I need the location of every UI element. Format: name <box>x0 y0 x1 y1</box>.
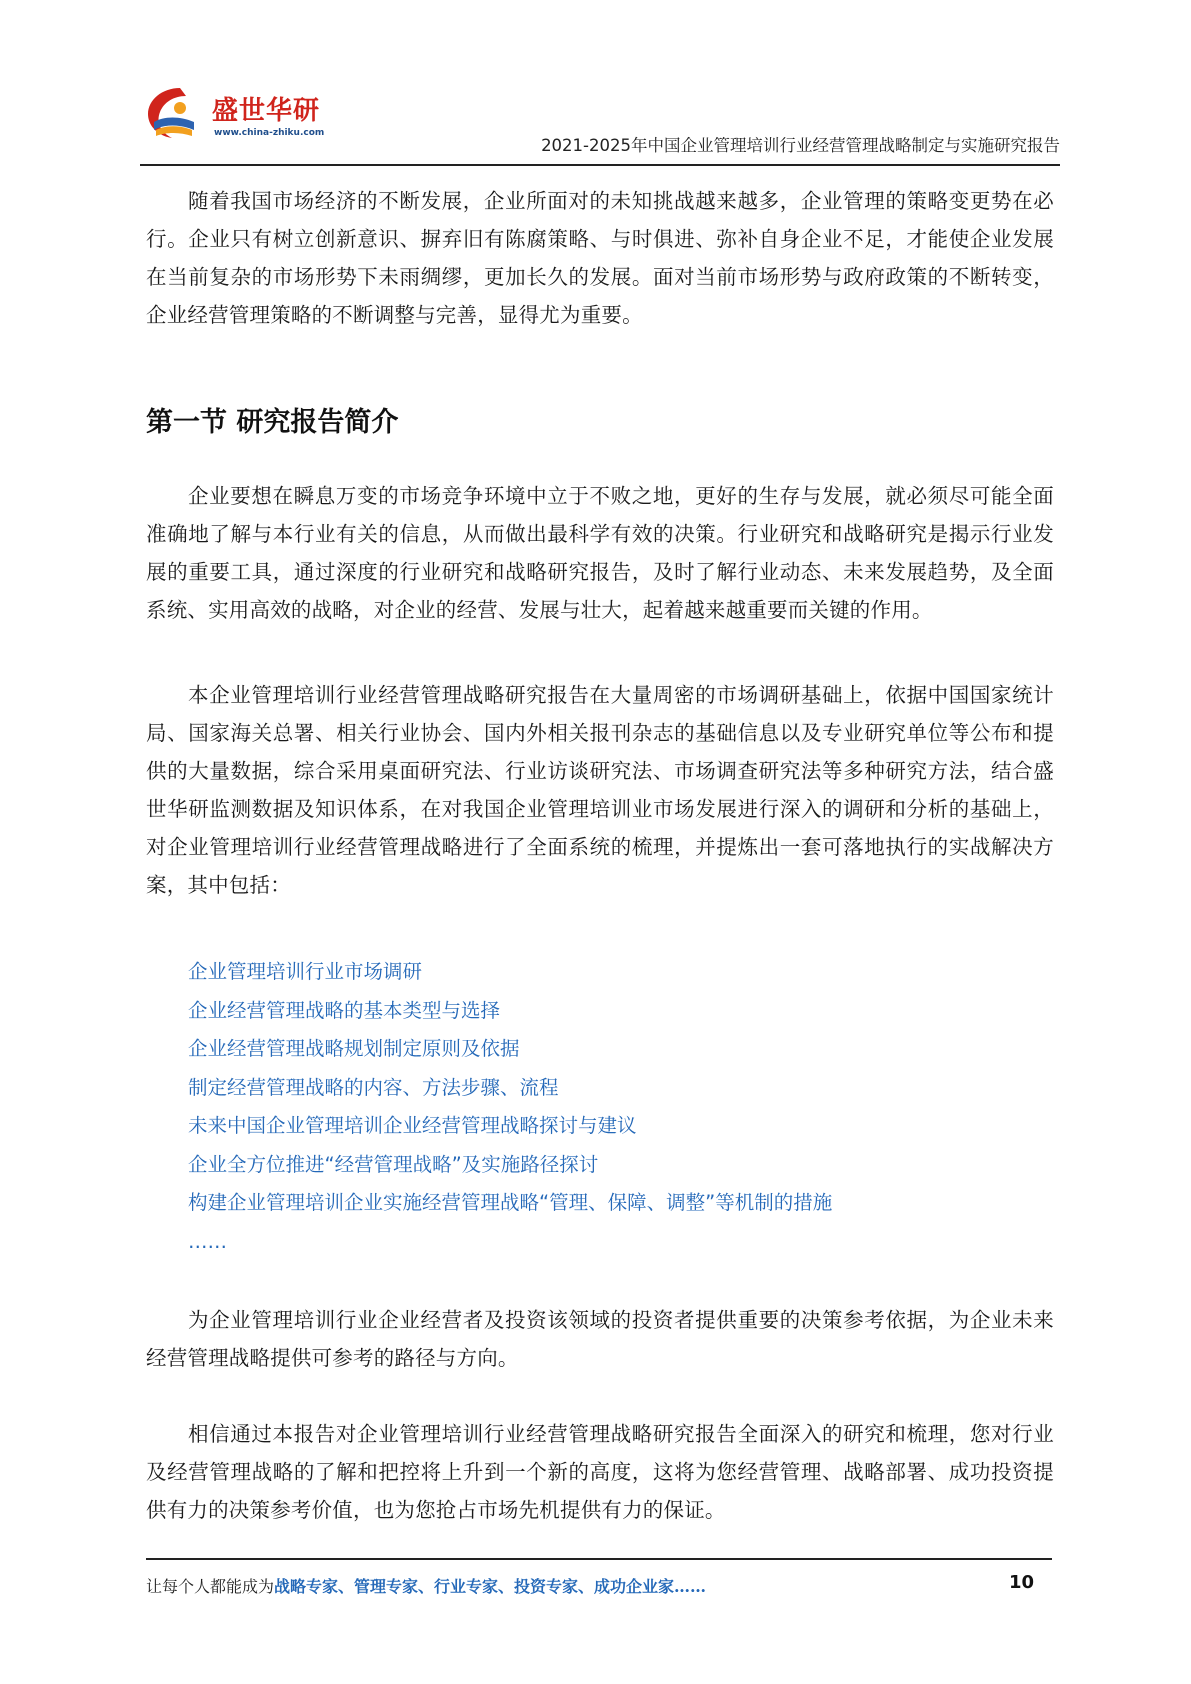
contents-link[interactable]: 构建企业管理培训企业实施经营管理战略“管理、保障、调整”等机制的措施 <box>188 1191 833 1214</box>
footer-slogan-highlight: 战略专家、管理专家、行业专家、投资专家、成功企业家…… <box>274 1577 707 1596</box>
contents-link[interactable]: 未来中国企业管理培训企业经营管理战略探讨与建议 <box>188 1114 637 1137</box>
section-paragraph-1: 企业要想在瞬息万变的市场竞争环境中立于不败之地，更好的生存与发展，就必须尽可能全面准确地了解与本行业有关的信息，从而做出最科学有效的决策。行业研究和战略研究是揭示行业发展的重要工具，通过深度的行业研究和战略研究报告，及时了解行业动态、未来发展趋势，及全面系统、实用高效的战略，对企业的经营、发展与壮大，起着越来越重要而关键的作用。 <box>146 484 1054 622</box>
page-number: 10 <box>1008 1572 1034 1593</box>
contents-list <box>188 953 832 1261</box>
page-footer <box>146 1558 1052 1596</box>
intro-paragraph: 随着我国市场经济的不断发展，企业所面对的未知挑战越来越多，企业管理的策略变更势在必行。企业只有树立创新意识、摒弃旧有陈腐策略、与时俱进、弥补自身企业不足，才能使企业发展在当前复杂的市场形势下未雨绸缪，更加长久的发展。面对当前市场形势与政府政策的不断转变，企业经营管理策略的不断调整与完善，显得尤为重要。 <box>146 189 1054 327</box>
section-paragraph-3: 为企业管理培训行业企业经营者及投资该领域的投资者提供重要的决策参考依据，为企业未来经营管理战略提供可参考的路径与方向。 <box>146 1308 1054 1370</box>
logo-url: www.china-zhiku.com <box>214 128 325 138</box>
logo-text: 盛世华研 <box>212 96 321 126</box>
section-title: 第一节 研究报告简介 <box>146 407 399 438</box>
footer-slogan-prefix: 让每个人都能成为 <box>146 1577 275 1596</box>
contents-link[interactable]: 企业经营管理战略的基本类型与选择 <box>188 998 501 1022</box>
contents-link[interactable]: 企业全方位推进“经营管理战略”及实施路径探讨 <box>188 1152 599 1176</box>
report-title: 2021-2025年中国企业管理培训行业经营管理战略制定与实施研究报告 <box>541 136 1060 155</box>
contents-ellipsis: …… <box>188 1229 227 1253</box>
contents-link[interactable]: 制定经营管理战略的内容、方法步骤、流程 <box>188 1075 559 1099</box>
page-header <box>140 78 1060 166</box>
logo-emblem-icon <box>140 82 210 146</box>
contents-link[interactable]: 企业管理培训行业市场调研 <box>188 960 423 983</box>
footer-slogan <box>146 1574 706 1597</box>
section-paragraph-4: 相信通过本报告对企业管理培训行业经营管理战略研究报告全面深入的研究和梳理，您对行业及经营管理战略的了解和把控将上升到一个新的高度，这将为您经营管理、战略部署、成功投资提供有力的决策参考价值，也为您抢占市场先机提供有力的保证。 <box>146 1422 1054 1522</box>
section-paragraph-2: 本企业管理培训行业经营管理战略研究报告在大量周密的市场调研基础上，依据中国国家统计局、国家海关总署、相关行业协会、国内外相关报刊杂志的基础信息以及专业研究单位等公布和提供的大量数据，综合采用桌面研究法、行业访谈研究法、市场调查研究法等多种研究方法，结合盛世华研监测数据及知识体系，在对我国企业管理培训业市场发展进行深入的调研和分析的基础上，对企业管理培训行业经营管理战略进行了全面系统的梳理，并提炼出一套可落地执行的实战解决方案，其中包括： <box>146 683 1054 897</box>
contents-link[interactable]: 企业经营管理战略规划制定原则及依据 <box>188 1037 520 1060</box>
company-logo <box>140 82 380 150</box>
